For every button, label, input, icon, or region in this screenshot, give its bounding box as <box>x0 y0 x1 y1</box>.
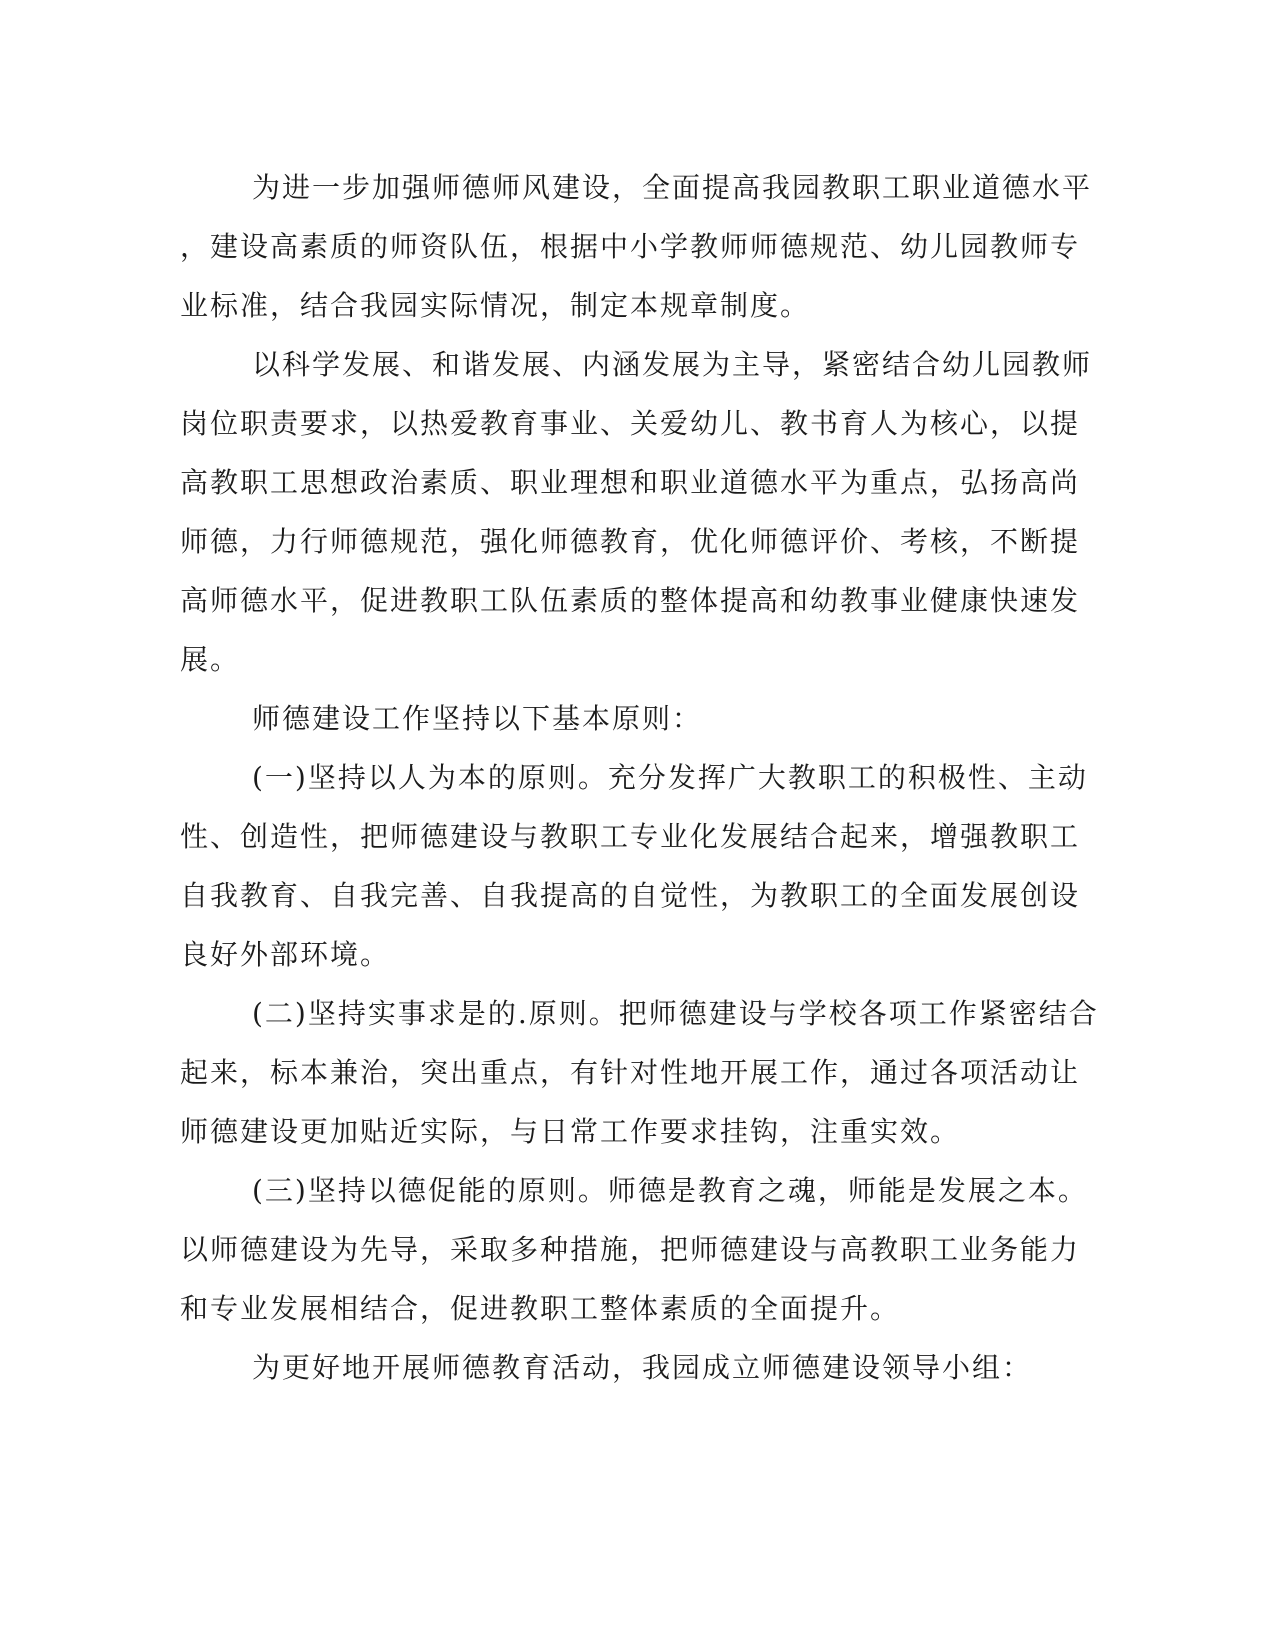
text-line: 师德建设工作坚持以下基本原则： <box>252 702 703 735</box>
text-line: (一)坚持以人为本的原则。充分发挥广大教职工的积极性、主动 <box>252 761 1088 794</box>
text-line: 起来，标本兼治，突出重点，有针对性地开展工作，通过各项活动让 <box>180 1056 1081 1089</box>
text-line: 良好外部环境。 <box>180 938 391 971</box>
text-line: 师德，力行师德规范，强化师德教育，优化师德评价、考核，不断提 <box>180 525 1081 558</box>
text-line: 和专业发展相结合，促进教职工整体素质的全面提升。 <box>180 1292 901 1325</box>
text-line: 为更好地开展师德教育活动，我园成立师德建设领导小组： <box>252 1351 1033 1384</box>
paragraph-principle-2 <box>180 984 1099 1161</box>
text-line: 高教职工思想政治素质、职业理想和职业道德水平为重点，弘扬高尚 <box>180 466 1081 499</box>
text-line: 以科学发展、和谐发展、内涵发展为主导，紧密结合幼儿园教师 <box>252 348 1093 381</box>
paragraph-principle-1 <box>180 748 1088 984</box>
paragraph-principle-3 <box>180 1161 1088 1338</box>
text-line: 自我教育、自我完善、自我提高的自觉性，为教职工的全面发展创设 <box>180 879 1081 912</box>
text-line: 师德建设更加贴近实际，与日常工作要求挂钩，注重实效。 <box>180 1115 961 1148</box>
text-line: 性、创造性，把师德建设与教职工专业化发展结合起来，增强教职工 <box>180 820 1081 853</box>
paragraph-leading-group <box>180 1338 1033 1397</box>
text-line: (三)坚持以德促能的原则。师德是教育之魂，师能是发展之本。 <box>252 1174 1088 1207</box>
text-line: 高师德水平，促进教职工队伍素质的整体提高和幼教事业健康快速发 <box>180 584 1081 617</box>
text-line: 展。 <box>180 643 241 676</box>
text-line: 为进一步加强师德师风建设，全面提高我园教职工职业道德水平 <box>252 171 1093 204</box>
paragraph-principles-heading <box>180 689 1030 748</box>
text-line: 以师德建设为先导，采取多种措施，把师德建设与高教职工业务能力 <box>180 1233 1081 1266</box>
paragraph-guiding-idea <box>180 335 1093 689</box>
paragraph-intro <box>180 158 1093 335</box>
text-line: ，建设高素质的师资队伍，根据中小学教师师德规范、幼儿园教师专 <box>180 230 1081 263</box>
text-line: (二)坚持实事求是的.原则。把师德建设与学校各项工作紧密结合 <box>252 997 1099 1030</box>
document-page <box>180 158 1099 1397</box>
text-line: 岗位职责要求，以热爱教育事业、关爱幼儿、教书育人为核心，以提 <box>180 407 1081 440</box>
text-line: 业标准，结合我园实际情况，制定本规章制度。 <box>180 289 811 322</box>
